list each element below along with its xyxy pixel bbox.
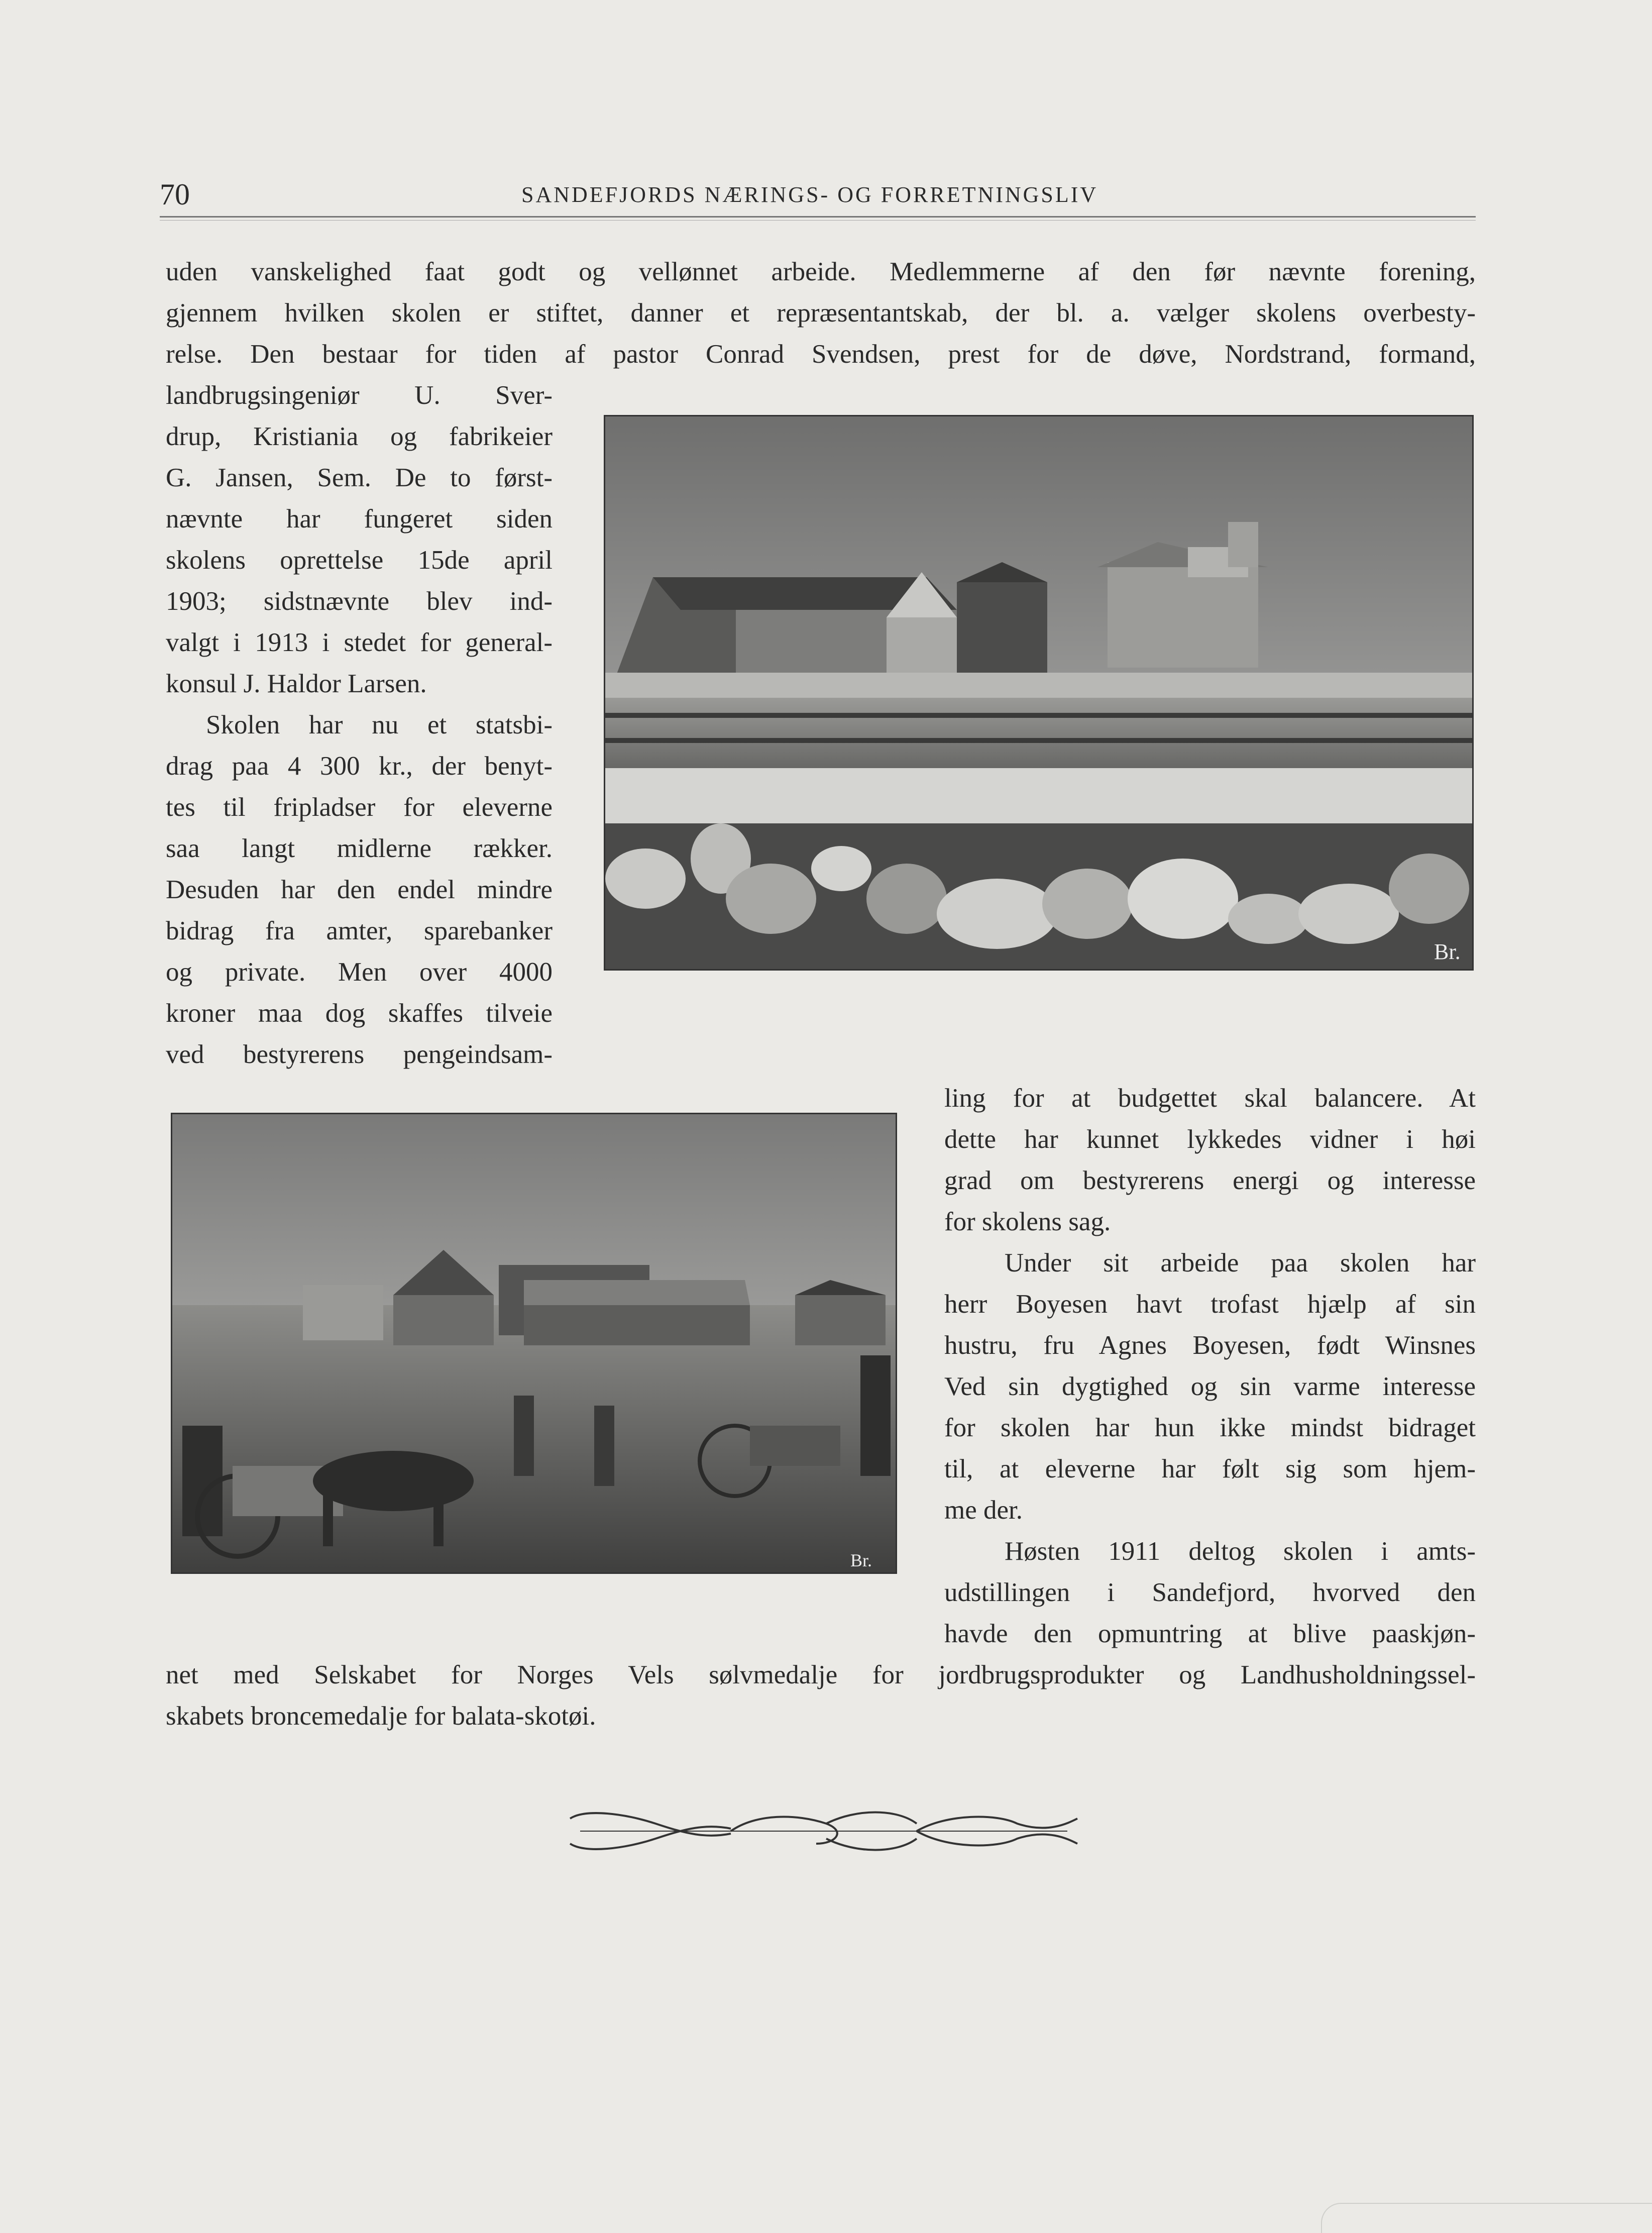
page-number: 70 <box>160 178 190 211</box>
header-rule <box>160 216 1476 218</box>
text-line: ling for at budgettet skal balancere. At <box>944 1084 1476 1113</box>
photo-signature-bottom: Br. <box>850 1550 872 1570</box>
text-line: for skolen har hun ikke mindst bidraget <box>944 1413 1476 1442</box>
text-line: hustru, fru Agnes Boyesen, født Winsnes <box>944 1331 1476 1360</box>
text-line: Høsten 1911 deltog skolen i amts- <box>1005 1537 1476 1566</box>
tailpiece-ornament-icon <box>565 1803 1082 1859</box>
text-line: havde den opmuntring at blive paaskjøn- <box>944 1619 1476 1648</box>
text-line: nævnte har fungeret siden <box>166 504 553 534</box>
text-line: skolens oprettelse 15de april <box>166 546 553 575</box>
text-line: grad om bestyrerens energi og interesse <box>944 1166 1476 1195</box>
text-line: Ved sin dygtighed og sin varme interesse <box>944 1372 1476 1401</box>
text-line: for skolens sag. <box>944 1207 1111 1236</box>
text-line: uden vanskelighed faat godt og vellønnet arbeide. Medlemmerne af den før nævnte forening, <box>166 257 1476 286</box>
text-line: ved bestyrerens pengeindsam- <box>166 1040 553 1069</box>
text-line: saa langt midlerne rækker. <box>166 834 553 863</box>
text-line: net med Selskabet for Norges Vels sølvmedalje for jordbrugsprodukter og Landhusholdningssel- <box>166 1660 1476 1689</box>
decorative-tailpiece <box>565 1803 1082 1859</box>
text-line: drup, Kristiania og fabrikeier <box>166 422 553 451</box>
text-line: dette har kunnet lykkedes vidner i høi <box>944 1125 1476 1154</box>
text-line: kroner maa dog skaffes tilveie <box>166 999 553 1028</box>
running-title: SANDEFJORDS NÆRINGS- OG FORRETNINGSLIV <box>521 182 1098 207</box>
text-line: bidrag fra amter, sparebanker <box>166 916 553 945</box>
text-line: me der. <box>944 1496 1023 1525</box>
text-line: herr Boyesen havt trofast hjælp af sin <box>944 1290 1476 1319</box>
text-line: tes til fripladser for eleverne <box>166 793 553 822</box>
text-line: G. Jansen, Sem. De to først- <box>166 463 553 492</box>
page-header <box>160 177 1476 212</box>
photo-school-buildings-field-image <box>605 416 1472 969</box>
photo-signature-top: Br. <box>1434 939 1461 964</box>
text-line: valgt i 1913 i stedet for general- <box>166 628 553 657</box>
page-corner-mark <box>1321 2203 1652 2233</box>
text-line: gjennem hvilken skolen er stiftet, danner et repræsentantskab, der bl. a. vælger skolens overbesty- <box>166 298 1476 328</box>
text-line: 1903; sidstnævnte blev ind- <box>166 587 553 616</box>
text-line: relse. Den bestaar for tiden af pastor Conrad Svendsen, prest for de døve, Nordstrand, formand, <box>166 340 1476 369</box>
text-line: udstillingen i Sandefjord, hvorved den <box>944 1578 1476 1607</box>
text-line: skabets broncemedalje for balata-skotøi. <box>166 1702 596 1731</box>
text-line: konsul J. Haldor Larsen. <box>166 669 427 698</box>
photo-field-work-horses-image <box>172 1114 896 1572</box>
photo-field-work-horses <box>171 1113 897 1574</box>
text-line: landbrugsingeniør U. Sver- <box>166 381 553 410</box>
header-rule-thin <box>160 220 1476 221</box>
text-line: Desuden har den endel mindre <box>166 875 553 904</box>
text-line: drag paa 4 300 kr., der benyt- <box>166 752 553 781</box>
text-line: Under sit arbeide paa skolen har <box>1005 1248 1476 1278</box>
text-line: til, at eleverne har følt sig som hjem- <box>944 1454 1476 1483</box>
photo-school-buildings-field <box>604 415 1474 971</box>
text-line: og private. Men over 4000 <box>166 958 553 987</box>
text-line: Skolen har nu et statsbi- <box>206 710 553 739</box>
